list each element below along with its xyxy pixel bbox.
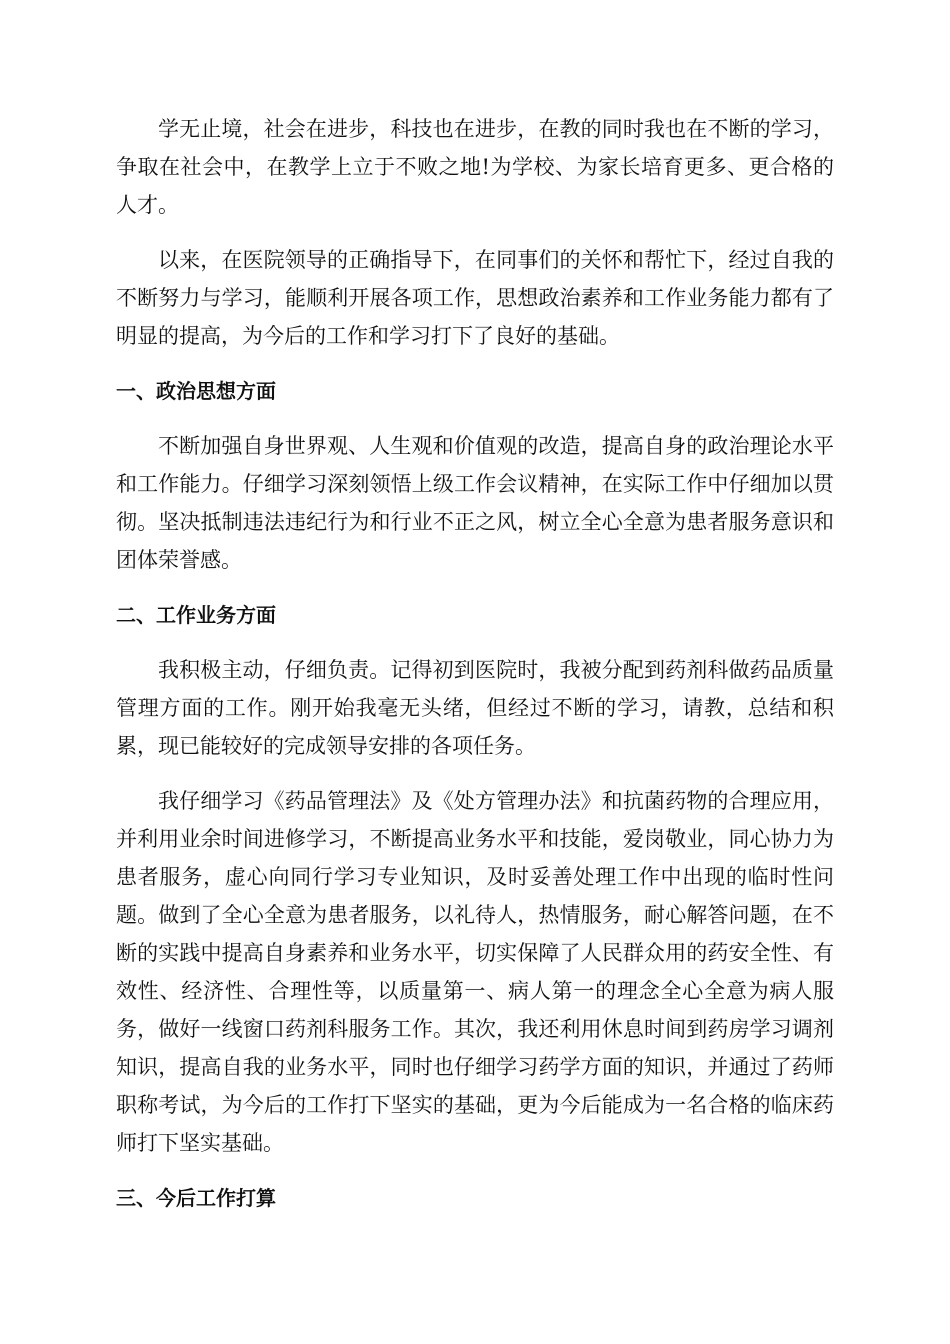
paragraph-5: 我仔细学习《药品管理法》及《处方管理办法》和抗菌药物的合理应用，并利用业余时间进修学习，不断提高业务水平和技能，爱岗敬业，同心协力为患者服务，虚心向同行学习专业知识，及时妥善处理工作中出现的临时性问题。做到了全心全意为患者服务，以礼待人，热情服务，耐心解答问题，在不断的实践中提高自身素养和业务水平，切实保障了人民群众用的药安全性、有效性、经济性、合理性等，以质量第一、病人第一的理念全心全意为病人服务，做好一线窗口药剂科服务工作。其次，我还利用休息时间到药房学习调剂知识，提高自我的业务水平，同时也仔细学习药学方面的知识，并通过了药师职称考试，为今后的工作打下坚实的基础，更为今后能成为一名合格的临床药师打下坚实基础。 [116,789,834,1155]
section-heading-1: 一、政治思想方面 [116,379,276,403]
paragraph-3: 不断加强自身世界观、人生观和价值观的改造，提高自身的政治理论水平和工作能力。仔细学习深刻领悟上级工作会议精神，在实际工作中仔细加以贯彻。坚决抵制违法违纪行为和行业不正之风，树立全心全意为患者服务意识和团体荣誉感。 [116,434,834,572]
paragraph-1: 学无止境，社会在进步，科技也在进步，在教的同时我也在不断的学习，争取在社会中，在教学上立于不败之地!为学校、为家长培育更多、更合格的人才。 [116,117,834,217]
paragraph-2: 以来，在医院领导的正确指导下，在同事们的关怀和帮忙下，经过自我的不断努力与学习，能顺利开展各项工作，思想政治素养和工作业务能力都有了明显的提高，为今后的工作和学习打下了良好的基础。 [116,248,834,348]
section-heading-2: 二、工作业务方面 [116,603,276,627]
paragraph-4: 我积极主动，仔细负责。记得初到医院时，我被分配到药剂科做药品质量管理方面的工作。刚开始我毫无头绪，但经过不断的学习，请教，总结和积累，现已能较好的完成领导安排的各项任务。 [116,658,834,758]
document-body [116,110,834,1234]
section-heading-3: 三、今后工作打算 [116,1186,276,1210]
